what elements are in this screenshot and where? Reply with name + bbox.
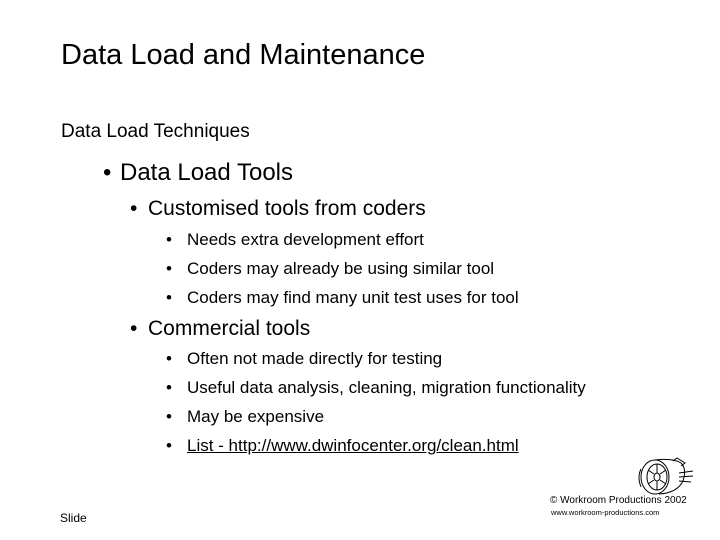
list-item <box>166 348 720 373</box>
clean-tools-link[interactable]: List - http://www.dwinfocenter.org/clean.html <box>187 436 519 455</box>
bullet-marker: • <box>166 436 172 455</box>
list-item-text: May be expensive <box>187 407 325 426</box>
bullet-marker: • <box>166 230 172 249</box>
section-label: Customised tools from coders <box>148 197 426 220</box>
list-item <box>166 258 720 283</box>
list-item-text: Needs extra development effort <box>187 230 424 249</box>
bullet-marker: • <box>103 159 112 186</box>
website-url: www.workroom-productions.com <box>551 508 660 517</box>
list-item <box>166 406 720 431</box>
bullet-marker: • <box>166 349 172 368</box>
section-label: Commercial tools <box>148 317 311 340</box>
list-item-text: Coders may find many unit test uses for tool <box>187 288 519 307</box>
slide-subtitle: Data Load Techniques <box>61 121 250 142</box>
bullet-marker: • <box>166 407 172 426</box>
list-item <box>166 287 720 312</box>
bullet-marker: • <box>166 259 172 278</box>
film-reel-icon <box>633 455 695 497</box>
section-commercial-tools <box>130 316 720 341</box>
list-item-text: Useful data analysis, cleaning, migration functionality <box>187 378 586 397</box>
copyright-notice: © Workroom Productions 2002 <box>550 495 687 506</box>
bullet-marker: • <box>166 378 172 397</box>
heading-text: Data Load Tools <box>120 159 294 186</box>
bullet-marker: • <box>130 197 138 220</box>
list-item-text: Coders may already be using similar tool <box>187 259 495 278</box>
slide-title: Data Load and Maintenance <box>61 39 426 71</box>
section-customised-tools <box>130 196 720 221</box>
list-item <box>166 377 720 402</box>
list-item <box>166 229 720 254</box>
slide-footer-label: Slide <box>60 511 87 525</box>
bullet-marker: • <box>130 317 138 340</box>
bullet-marker: • <box>166 288 172 307</box>
list-item-text: Often not made directly for testing <box>187 349 443 368</box>
